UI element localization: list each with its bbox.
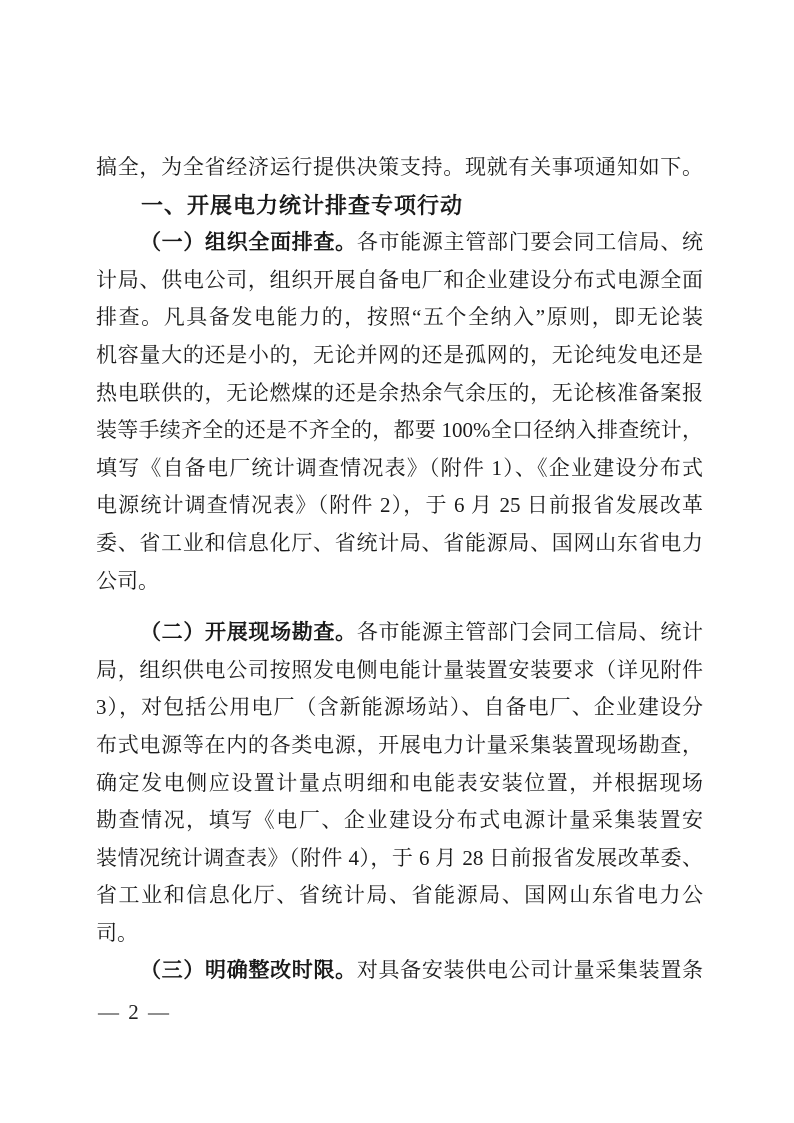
- line-text: 装等手续齐全的还是不齐全的，都要 100%全口径纳入排查统计，: [96, 418, 703, 443]
- body-line: [96, 487, 703, 525]
- line-text: 布式电源等在内的各类电源，开展电力计量采集装置现场勘查，: [96, 732, 703, 757]
- page-number: — 2 —: [98, 1000, 171, 1024]
- body-line: [96, 652, 703, 690]
- line-text: 搞全，为全省经济运行提供决策支持。现就有关事项通知如下。: [96, 155, 703, 179]
- line-text: 省工业和信息化厅、省统计局、省能源局、国网山东省电力公: [96, 883, 703, 908]
- body-line: [96, 412, 703, 450]
- paragraph-end-line: [96, 563, 703, 601]
- paragraph-start-line: [96, 224, 703, 262]
- line-text: 排查。凡具备发电能力的，按照“五个全纳入”原则，即无论装: [96, 305, 703, 330]
- paragraph-end-line: [96, 915, 703, 953]
- body-line: [96, 299, 703, 337]
- document-body: [96, 149, 703, 990]
- body-line: [96, 149, 703, 187]
- line-text: 对具备安装供电公司计量采集装置条: [356, 958, 703, 983]
- body-line: [96, 262, 703, 300]
- paragraph-start-line: [96, 952, 703, 990]
- line-text: 填写《自备电厂统计调查情况表》（附件 1）、《企业建设分布式: [96, 455, 703, 480]
- body-line: [96, 727, 703, 765]
- line-text: 计局、供电公司，组织开展自备电厂和企业建设分布式电源全面: [96, 267, 703, 292]
- paragraph-lead: （二）开展现场勘查。: [140, 620, 357, 645]
- line-text: 热电联供的，无论燃煤的还是余热余气余压的，无论核准备案报: [96, 380, 703, 405]
- paragraph-start-line: [96, 614, 703, 652]
- heading-text: 一、开展电力统计排查专项行动: [141, 192, 464, 218]
- line-text: 勘查情况，填写《电厂、企业建设分布式电源计量采集装置安: [96, 808, 703, 833]
- line-text: 局，组织供电公司按照发电侧电能计量装置安装要求（详见附件: [96, 657, 703, 682]
- line-text: 公司。: [96, 568, 159, 593]
- line-text: 委、省工业和信息化厅、省统计局、省能源局、国网山东省电力: [96, 530, 703, 555]
- body-line: [96, 525, 703, 563]
- body-line: [96, 765, 703, 803]
- body-line: [96, 689, 703, 727]
- line-text: 确定发电侧应设置计量点明细和电能表安装位置，并根据现场: [96, 770, 703, 795]
- line-text: 3），对包括公用电厂（含新能源场站）、自备电厂、企业建设分: [96, 695, 703, 720]
- line-text: 司。: [96, 920, 138, 945]
- body-line: [96, 802, 703, 840]
- body-line: [96, 450, 703, 488]
- paragraph-lead: （一）组织全面排查。: [140, 230, 357, 255]
- body-line: [96, 840, 703, 878]
- body-line: [96, 337, 703, 375]
- line-text: 各市能源主管部门要会同工信局、统: [356, 230, 703, 255]
- line-text: 电源统计调查情况表》（附件 2），于 6 月 25 日前报省发展改革: [96, 493, 703, 518]
- body-line: [96, 375, 703, 413]
- paragraph-lead: （三）明确整改时限。: [140, 958, 357, 983]
- line-text: 机容量大的还是小的，无论并网的还是孤网的，无论纯发电还是: [96, 342, 703, 367]
- line-text: 装情况统计调查表》（附件 4），于 6 月 28 日前报省发展改革委、: [96, 845, 703, 870]
- section-heading: [96, 187, 703, 225]
- body-line: [96, 877, 703, 915]
- line-text: 各市能源主管部门会同工信局、统计: [356, 620, 703, 645]
